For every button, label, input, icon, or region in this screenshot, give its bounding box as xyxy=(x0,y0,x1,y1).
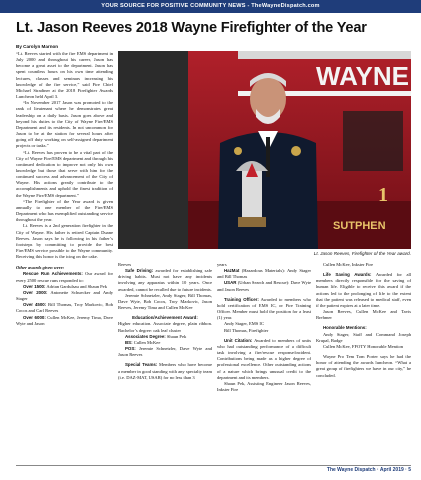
award-text: (Urban Search and Rescue): Dave Wyte and Jason Reeves xyxy=(217,280,311,292)
paragraph: “Lt. Reeves has proven to be a vital part of the City of Wayne Fire/EMS department and through his continued dedication to improve not only his own knowledge but those that serve with him for the continued success and advancement of the City of Wayne. His actions greatly contribute to the accomplishments and uphold the finest tradition of the Wayne Fire/EMS department.” xyxy=(16,149,113,198)
article-column-3 xyxy=(217,262,311,465)
paragraph: Wayne Pro Tem Tom Porter says he had the honor of attending the awards luncheon. “What a great group of firefighters we have in our city,” he concluded. xyxy=(316,354,411,378)
award-label: Training Officer: xyxy=(224,296,259,302)
award-photo xyxy=(118,51,411,249)
top-banner: YOUR SOURCE FOR POSITIVE COMMUNITY NEWS - TheWayneDispatch.com xyxy=(0,0,421,13)
paragraph: Higher education. Associate degree, plain ribbon. Bachelor’s degree: oak leaf cluster xyxy=(118,321,212,333)
paragraph: Jeremie Schnetzler, Andy Stager, Bill Thomas, Dave Wyte, Bob Cocos, Troy Markovic, Jason Reeves, Jeremy Tima and Cullen McKee xyxy=(118,292,212,311)
award-text: Members who have become a member in good standing with any specialty team (i.e. DAZ-MAT, USAR) for no less than 3 xyxy=(118,362,212,380)
award-text: Antonette Schuecker and Andy Stager xyxy=(16,289,113,302)
award-entry xyxy=(118,346,212,358)
awards-subhead: Other awards given were: xyxy=(16,265,65,271)
truck-lettering-2: SUTPHEN xyxy=(333,220,386,232)
section-heading: Education/Achievement Award: xyxy=(132,315,198,321)
paragraph: “In November 2017 Jason was promoted to the rank of lieutenant where he demonstrates great leadership on a daily basis. Jason goes above and beyond his duties to the City of Wayne Fire/EMS Department and its residents. In not uncommon for Jason to be at the station for several hours after going off duty working on self-assigned department projects or tasks.” xyxy=(16,100,113,149)
paragraph: Andy Stager, EMS IC xyxy=(224,321,264,327)
award-entry xyxy=(217,338,311,381)
award-label: POS: xyxy=(125,346,136,352)
award-label: Special Teams: xyxy=(125,362,158,368)
award-label: Over 1500: xyxy=(23,283,46,289)
award-label: Over 6000: xyxy=(23,314,46,320)
award-label: USAR xyxy=(224,280,237,286)
page-footer: The Wayne Dispatch · April 2019 · 5 xyxy=(326,467,411,473)
headline: Lt. Jason Reeves 2018 Wayne Firefighter of the Year xyxy=(16,20,367,36)
article-column-4 xyxy=(316,262,411,465)
award-entry xyxy=(16,271,113,283)
award-text: Awarded to members of units who had outstanding performance of a difficult task involving a fire/rescue response/incident. Contributions being made as a higher degree of professional excellence. Other outstanding actions of a nature which brings unusual credit to the department and its members. xyxy=(217,337,311,380)
paragraph: Andy Stager, Staff and Command Joseph Krupal, Badge xyxy=(316,331,411,343)
award-entry xyxy=(118,362,212,380)
photo-caption: Lt. Jason Reeves, Firefighter of the Year award. xyxy=(313,251,411,256)
footer-divider xyxy=(16,465,411,466)
award-text: Jeremie Schnetzler, Dave Wyte and Jason Reeves xyxy=(118,346,212,358)
paragraph: Jason Reeves, Cullen McKee and Tavis Brehmer xyxy=(316,309,411,321)
award-entry xyxy=(217,268,311,280)
award-label: Associates Degree: xyxy=(125,333,166,339)
award-entry xyxy=(217,280,311,292)
paragraph: Cullen McKee, Inkster Fire xyxy=(323,262,374,267)
award-entry xyxy=(16,290,113,302)
award-entry xyxy=(16,315,113,327)
award-label: Over 2000: xyxy=(23,289,48,295)
award-label: Unit Citation: xyxy=(224,337,253,343)
paragraph: Bill Thomas, Firefighter xyxy=(224,327,269,333)
award-text: awarded for establishing safe driving habits. Must not have any incidents involving any apparatus within 10 years. Once awarded, cannot be recalled due to future incidents. xyxy=(118,268,212,292)
award-text: Shaun Pek xyxy=(166,333,187,339)
award-label: Honorable Mentions: xyxy=(323,325,367,331)
paragraph: Lt. Reeves is a 2nd generation firefighter in the City of Wayne. His father is retired Captain Duane Reeves. Jason says he is following in his father’s footsteps by committing to provide the best Fire/EMS service possible to the Wayne community. Receiving this honor is the icing on the cake. xyxy=(16,223,113,260)
award-label: Safe Driving: xyxy=(125,268,154,274)
award-label: HazMat xyxy=(224,268,240,274)
award-text: Awarded to members who hold certification of EMS IC, or Fire Training Officer. Member must hold the position for a least (1) year. xyxy=(217,296,311,321)
byline: By Carolyn Marnon xyxy=(16,44,59,49)
award-entry xyxy=(118,268,212,293)
award-entry xyxy=(16,302,113,314)
paragraph: Reeves xyxy=(118,262,132,267)
paragraph: Shaun Pek, Assisting Engineer Jason Reeves, Inkster Fire xyxy=(217,380,311,392)
award-text: Our award for every 2500 rescue runs responded to: xyxy=(16,271,113,283)
award-text: Adrian Gardulsau and Shaun Pek xyxy=(46,283,107,289)
paragraph: “Lt. Reeves started with the fire EMS department in July 2000 and throughout his career, Jason has become a great asset to the department. Jason has spent countless hours on his own time attending lectures, classes and seminars increasing his knowledge of the fire service,” said Fire Chief Michael Stradtner at the 2018 Firefighter Awards Luncheon held April 3. xyxy=(16,51,113,100)
award-text: Bill Thomas, Troy Markovic, Bob Cocos and Carl Reeves xyxy=(16,302,113,314)
article-column-1 xyxy=(16,51,113,463)
award-label: Life Saving Awards: xyxy=(323,272,372,278)
award-text: (Hazardous Materials): Andy Stager and Bill Thomas xyxy=(217,268,311,280)
award-text: Awarded for all members directly responsible for the saving of human life. Eligible to receive this award if the actions led to the prolonging of life to the extent that the patient was released to medical staff, even if the patient expires at a later time. xyxy=(316,272,411,308)
truck-number: 1 xyxy=(378,184,388,206)
award-text: Cullen McKee xyxy=(133,339,161,345)
article-column-2 xyxy=(118,262,212,465)
award-entry xyxy=(217,297,311,322)
paragraph: Cullen McKee, FFOTY Honorable Mention xyxy=(323,343,404,349)
award-text: Cullen McKee, Jeremy Tima, Dave Wyte and Jason xyxy=(16,314,113,326)
paragraph: years xyxy=(217,262,227,267)
award-label: BS: xyxy=(125,339,133,345)
award-label: Rescue Run Achievements: xyxy=(23,271,83,277)
award-entry xyxy=(316,272,411,309)
truck-lettering: WAYNE xyxy=(316,61,409,91)
award-label: Over 4500: xyxy=(23,302,47,308)
paragraph: “The Firefighter of the Year award is given annually to one member of the Fire/EMS Department who has exemplified outstanding service throughout the year. xyxy=(16,198,113,223)
